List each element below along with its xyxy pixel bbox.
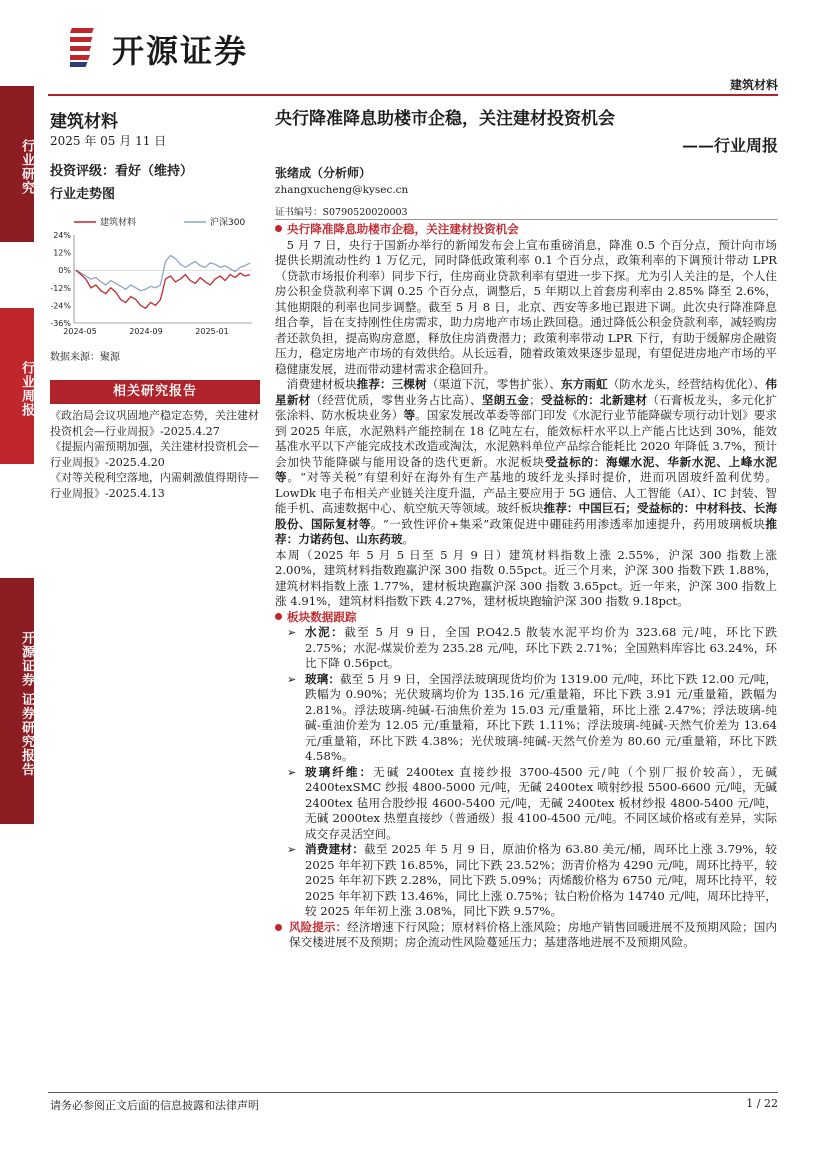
text-run: 伟星新材 [275,377,777,407]
data-item-text: 截至 5 月 9 日，全国浮法玻璃现货均价为 1319.00 元/吨，环比下跌 12.00 元/吨，跌幅为 0.90%；光伏玻璃均价为 135.16 元/重量箱，环比下跌 3.91 元/重量箱，跌幅为 2.81%。浮法玻璃-纯碱-石油焦价差为 15.03 元/重量箱，环比上涨 2.47%；浮法玻璃-纯碱-重油价差为 12.05 元/重量箱，环比下跌 1.11%；浮法玻璃-纯碱-天然气价差为 13.64 元/重量箱，环比下跌 4.38%；光伏玻璃-纯碱-天然气价差为 80.60 元/重量箱，环比下跌 4.58%。 [305,671,777,763]
text-run: （渠道下沉，零售扩张）、 [426,377,562,391]
paragraph-recommendations [275,377,777,548]
data-item-text: 截至 5 月 9 日，全国 P.O42.5 散装水泥平均价为 323.68 元/吨，环比下跌 2.75%；水泥-煤炭价差为 235.28 元/吨，环比下跌 2.71%；全国熟料库容比 63.24%，环比下降 0.56pct。 [305,625,777,670]
risk-item: 风险提示：经济增速下行风险；原材料价格上涨风险；房地产销售回暖进展不及预期风险；国内保交楼进展不及预期；房企流动性风险蔓延压力；基建落地进展不及预期风险。 [275,920,777,951]
report-subtitle: ——行业周报 [681,136,778,155]
side-strip [0,78,34,1098]
data-item-label: 消费建材： [305,842,364,856]
paragraph-index: 本周（2025 年 5 月 5 日至 5 月 9 日）建筑材料指数上涨 2.55%，沪深 300 指数上涨 2.00%，建筑材料指数跑赢沪深 300 指数 0.55pct。近三个月来，沪深 300 指数下跌 1.88%，建筑材料指数上涨 1.77%，建材板块跑赢沪深 300 指数 3.65pct。近一年来，沪深 300 指数上涨 4.91%，建筑材料指数下跌 4.27%，建材板块跑输沪深 300 指数 9.18pct。 [275,547,777,608]
trend-chart [42,213,260,345]
related-report-item[interactable]: 《政治局会议巩固地产稳定态势，关注建材投资机会—行业周报》-2025.4.27 [50,409,259,438]
text-run: （经营优质，零售业务占比高）、 [310,392,482,407]
data-item-label: 玻璃纤维： [305,764,374,779]
analyst-name: 张绪成（分析师） [275,166,372,180]
data-item [275,672,777,765]
strip-label-research: 行业研究 [0,86,34,242]
text-run: 推荐：力诺药包、山东药玻 [275,516,777,546]
arrow-bullet-icon: ➢ [287,626,297,639]
section-heading-main: 央行降准降息助楼市企稳，关注建材投资机会 [275,222,777,238]
text-run: 。“对等关税”有望利好在海外有生产基地的玻纤龙头择时提价，进而巩固玻纤盈利优势。LowDk 电子布相关产业链关注度升温，产品主要应用于 5G 通信、人工智能（AI）、IC 封装、智能手机、高速数据中心、航空航天等领域。玻纤板块 [275,470,777,515]
arrow-bullet-icon: ➢ [287,672,297,686]
analyst-email[interactable]: zhangxucheng@kysec.cn [275,184,409,196]
text-run: 东方雨虹 [561,377,608,391]
x-tick-label: 2025-01 [195,327,229,336]
bullet-dot-icon [275,924,282,931]
related-report-item[interactable]: 《提振内需预期加强，关注建材投资机会—行业周报》-2025.4.20 [50,440,259,469]
legend-label: 沪深300 [210,218,246,228]
section-heading-data: 板块数据跟踪 [275,610,777,626]
arrow-bullet-icon: ➢ [287,843,297,856]
series-line [76,256,250,291]
related-report-item[interactable]: 《对等关税利空落地，内需刺激值得期待—行业周报》-2025.4.13 [50,471,259,500]
text-run: 。 [402,532,415,546]
text-run: 。“一致性评价+集采”政策促进中硼硅药用渗透率加速提升，药用玻璃板块 [370,516,766,531]
footer-divider [48,1092,778,1093]
legend-label: 建筑材料 [100,218,137,228]
data-item-label: 水泥： [305,625,345,639]
paragraph-policy: 5 月 7 日，央行于国新办举行的新闻发布会上宣布重磅消息，降准 0.5 个百分点，预计向市场提供长期流动性约 1 万亿元，同时降低政策利率 0.1 个百分点，政策利率的下调预计带动 LPR（贷款市场报价利率）同步下行，住房商业贷款利率有望进一步下探。尤为引人关注的是，个人住房公积金贷款利率下调 0.25 个百分点，调整后，5 年期以上首套房利率由 2.85% 降至 2.6%，其他期限的利率也同步调整。截至 5 月 8 日，北京、西安等多地已跟进下调。此次央行降准降息组合拳，旨在支持刚性住房需求，助力房地产市场止跌回稳。通过降低公积金贷款利率，减轻购房者还款负担，提高购房意愿，释放住房消费潜力；政策利率带动 LPR 下行，有助于缓解房企融资压力，稳定房地产市场的有效供给。从长远看，随着政策效果逐步显现，有望促进房地产市场的平稳健康发展，进而带动建材需求企稳回升。 [275,237,777,376]
text-run: 消费建材板块 [286,377,357,391]
data-item [275,842,777,920]
header-divider [48,94,778,96]
bullet-dot-icon [275,225,282,232]
strip-label-weekly: 行业周报 [0,308,34,464]
text-run: 受益标的：海螺水泥、华新水泥、上峰水泥等 [275,454,777,484]
text-run: ； [529,392,541,407]
report-title: 央行降准降息助楼市企稳，关注建材投资机会 [275,109,615,129]
text-run: 。国家发展改革委等部门印发《水泥行业节能降碳专项行动计划》要求到 2025 年底，水泥熟料产能控制在 18 亿吨左右，能效标杆水平以上产能占比达到 30%，能效基准水平以下产能完成技术改造或淘汰，水泥熟料单位产品综合能耗比 2020 年降低 3.7%，预计会加快节能降碳与能用设备的迭代更新。水泥板块 [275,408,777,469]
text-run: （石膏板龙头，多元化扩张涂料、防水板块业务） [275,392,777,422]
y-tick-label: -12% [50,283,71,293]
related-reports-list [50,408,262,501]
text-run: （防水龙头，经营结构优化）、 [607,377,766,391]
data-item-text: 截至 2025 年 5 月 9 日，原油价格为 63.80 美元/桶，周环比上涨 3.79%，较 2025 年年初下跌 16.85%，同比下跌 23.52%；沥青价格为 4290 元/吨，周环比持平，较 2025 年年初下跌 2.28%，同比下跌 5.09%；丙烯酸价格为 6750 元/吨，周环比持平，较 2025 年年初下跌 13.46%，同比上涨 0.75%；钛白粉价格为 14740 元/吨，周环比持平，较 2025 年年初上涨 3.08%，同比下跌 9.57%。 [305,842,777,918]
text-run: 推荐：中国巨石；受益标的：中材科技、长海股份、国际复材等 [275,501,777,531]
strip-label-brand: 开源证券 证券研究报告 [0,578,34,824]
text-run: 推荐：三棵树 [356,377,427,391]
text-run: 坚朗五金 [481,392,530,407]
text-run: 受益标的：北新建材 [540,392,648,407]
brand-name: 开源证券 [112,32,249,70]
chart-source: 数据来源：聚源 [50,352,120,363]
trend-chart-title: 行业走势图 [50,187,116,202]
data-item-text: 无碱 2400tex 直接纱报 3700-4500 元/吨（个别厂报价较高），无碱 2400texSMC 纱报 4800-5000 元/吨，无碱 2400tex 喷射纱报 5500-6600 元/吨，无碱 2400tex 毡用合股纱报 4600-5400 元/吨，无碱 2400tex 板材纱报 4800-5400 元/吨，无碱 2000tex 热塑直接纱（普通级）报 4100-4500 元/吨。不同区域价格或有差异，实际成交存灵活空间。 [305,764,777,841]
analyst-divider [275,219,778,220]
y-tick-label: -24% [50,301,71,311]
footer-disclaimer: 请务必参阅正文后面的信息披露和法律声明 [50,1099,259,1112]
analyst-cert: 证书编号：S0790520020003 [275,207,408,218]
investment-rating: 投资评级：看好（维持） [50,164,194,179]
x-tick-label: 2024-05 [63,327,97,336]
y-tick-label: 24% [53,231,71,240]
y-tick-label: 0% [58,266,71,276]
page-number: 1 / 22 [746,1097,778,1110]
sector-title: 建筑材料 [50,112,118,132]
header-sector: 建筑材料 [729,78,778,92]
x-tick-label: 2024-09 [129,327,163,336]
arrow-bullet-icon: ➢ [287,765,297,779]
report-body [275,222,777,951]
data-item [275,765,777,843]
report-date: 2025 年 05 月 11 日 [50,134,167,148]
text-run: 等 [403,408,416,422]
data-item-label: 玻璃： [305,671,340,686]
data-item [275,625,777,672]
y-tick-label: -36% [50,319,71,328]
related-reports-heading: 相关研究报告 [50,380,260,404]
bullet-dot-icon [275,613,282,620]
y-tick-label: 12% [53,248,71,258]
